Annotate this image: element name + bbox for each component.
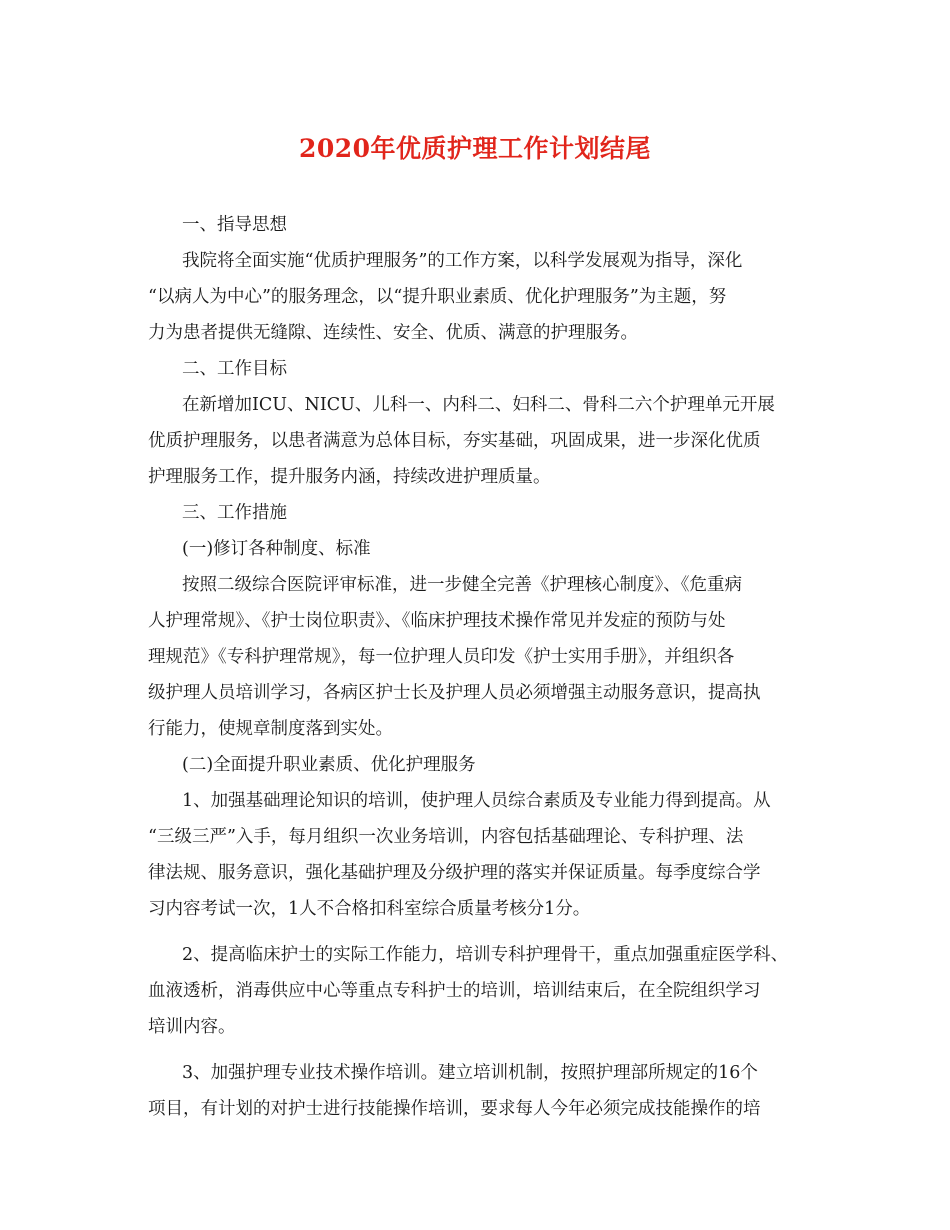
section-heading: 三、工作措施 <box>182 503 287 523</box>
document-title: 2020年优质护理工作计划结尾 <box>298 134 652 163</box>
paragraph-line: 力为患者提供无缝隙、连续性、安全、优质、满意的护理服务。 <box>148 323 638 343</box>
paragraph-line: 培训内容。 <box>148 1017 236 1037</box>
paragraph-line: 习内容考试一次，1人不合格扣科室综合质量考核分1分。 <box>148 899 591 919</box>
paragraph-line: 我院将全面实施“优质护理服务”的工作方案，以科学发展观为指导，深化 <box>182 251 743 271</box>
paragraph-line: “三级三严”入手，每月组织一次业务培训，内容包括基础理论、专科护理、法 <box>148 827 744 847</box>
section-heading: 二、工作目标 <box>182 359 287 379</box>
subsection-heading: (二)全面提升职业素质、优化护理服务 <box>182 755 476 775</box>
paragraph-line: “以病人为中心”的服务理念，以“提升职业素质、优化护理服务”为主题，努 <box>148 287 727 307</box>
subsection-heading: (一)修订各种制度、标准 <box>182 539 371 559</box>
paragraph-line: 2、提高临床护士的实际工作能力，培训专科护理骨干，重点加强重症医学科、 <box>182 945 789 965</box>
paragraph-gap <box>148 1045 828 1055</box>
paragraph-line: 优质护理服务，以患者满意为总体目标，夯实基础，巩固成果，进一步深化优质 <box>148 431 761 451</box>
paragraph-line: 1、加强基础理论知识的培训，使护理人员综合素质及专业能力得到提高。从 <box>182 791 771 811</box>
paragraph-line: 律法规、服务意识，强化基础护理及分级护理的落实并保证质量。每季度综合学 <box>148 863 761 883</box>
paragraph-line: 护理服务工作，提升服务内涵，持续改进护理质量。 <box>148 467 551 487</box>
paragraph-line: 行能力，使规章制度落到实处。 <box>148 719 393 739</box>
paragraph-line: 在新增加ICU、NICU、儿科一、内科二、妇科二、骨科二六个护理单元开展 <box>182 395 775 415</box>
paragraph-line: 级护理人员培训学习，各病区护士长及护理人员必须增强主动服务意识，提高执 <box>148 683 761 703</box>
paragraph-gap <box>148 927 828 937</box>
paragraph-line: 3、加强护理专业技术操作培训。建立培训机制，按照护理部所规定的16个 <box>182 1063 758 1083</box>
paragraph-line: 理规范》《专科护理常规》，每一位护理人员印发《护士实用手册》，并组织各 <box>148 647 735 667</box>
paragraph-line: 血液透析，消毒供应中心等重点专科护士的培训，培训结束后，在全院组织学习 <box>148 981 761 1001</box>
paragraph-line: 按照二级综合医院评审标准，进一步健全完善《护理核心制度》、《危重病 <box>182 575 742 595</box>
paragraph-line: 项目，有计划的对护士进行技能操作培训，要求每人今年必须完成技能操作的培 <box>148 1099 761 1119</box>
section-heading: 一、指导思想 <box>182 215 287 235</box>
paragraph-line: 人护理常规》、《护士岗位职责》、《临床护理技术操作常见并发症的预防与处 <box>148 611 726 631</box>
document-body <box>148 207 828 1127</box>
